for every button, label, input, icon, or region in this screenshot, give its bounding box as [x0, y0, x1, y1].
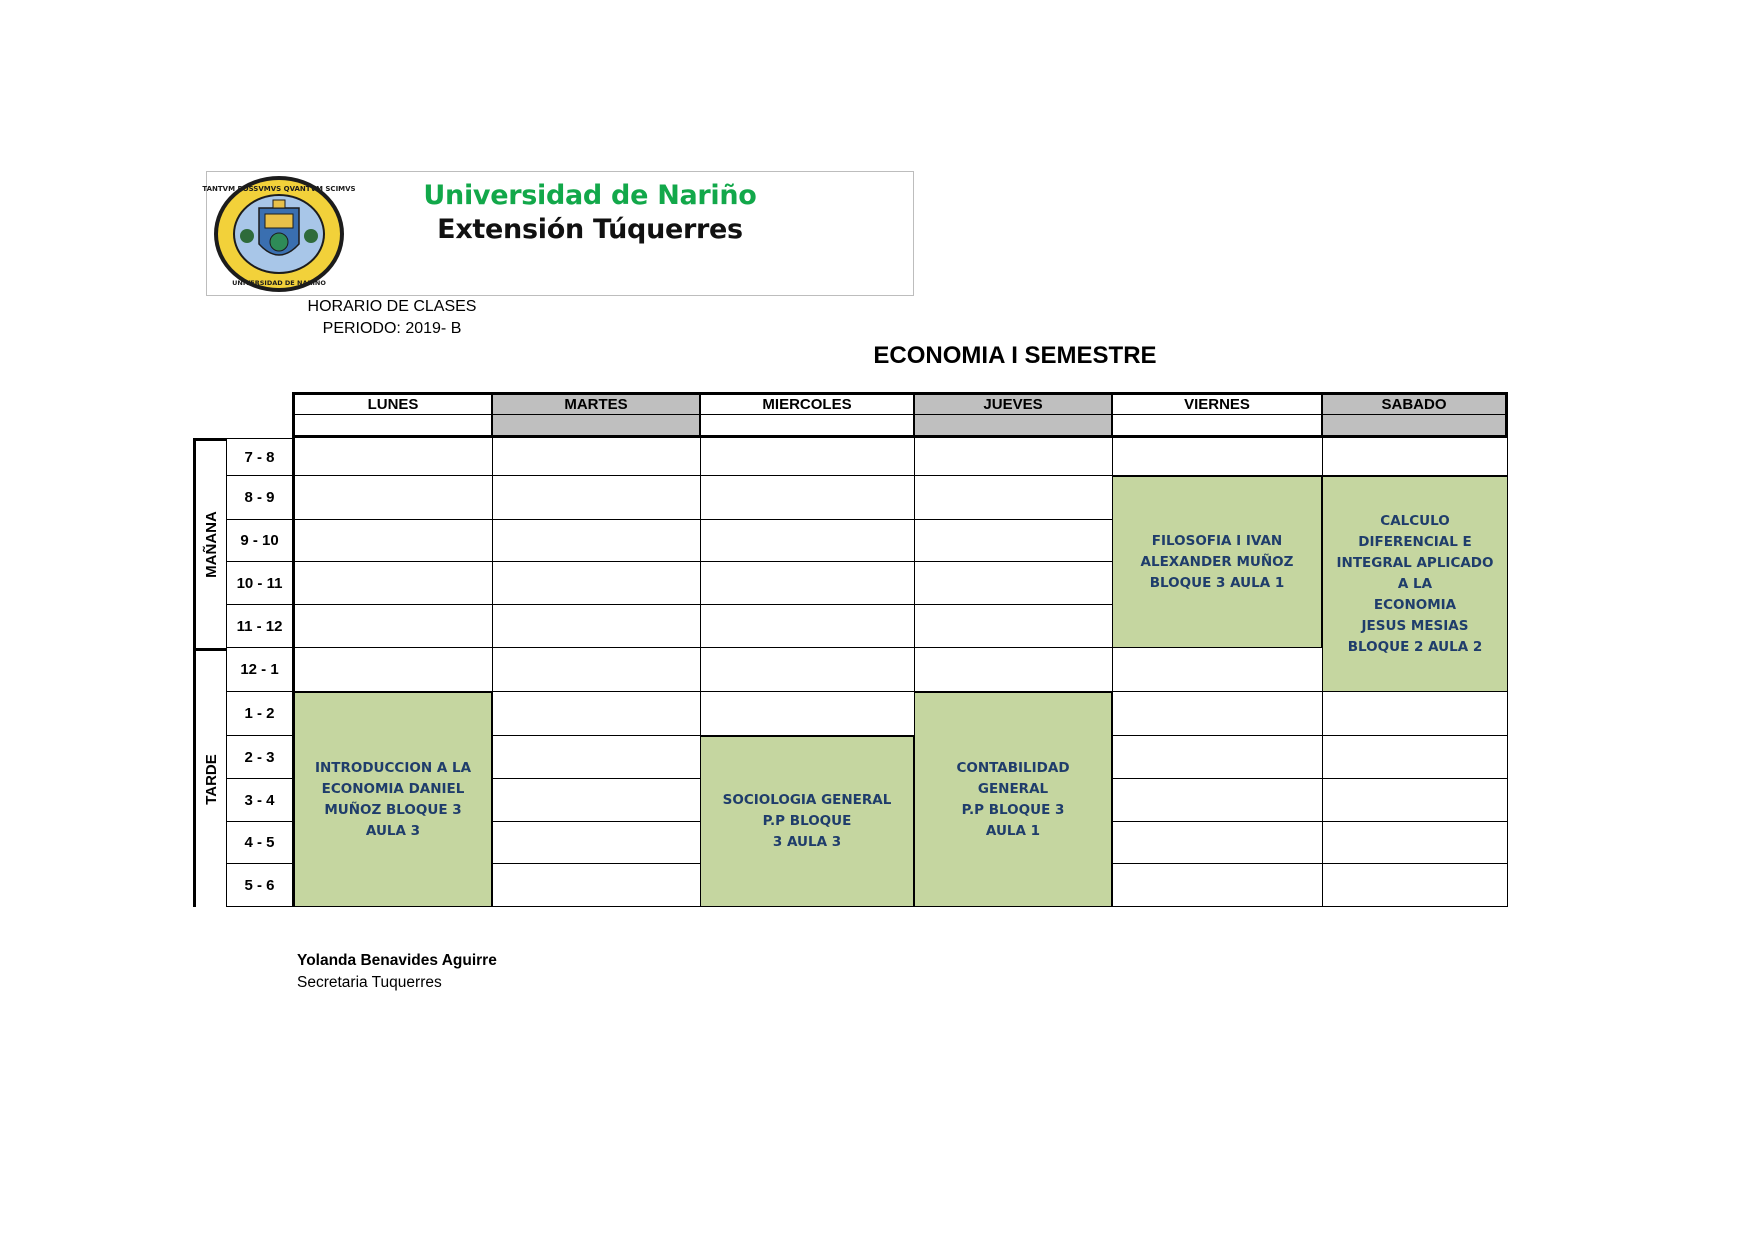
day-subheader — [700, 415, 914, 438]
schedule-cell — [1112, 822, 1322, 864]
signature-role: Secretaria Tuquerres — [297, 974, 442, 991]
schedule-cell — [292, 438, 492, 476]
schedule-label: HORARIO DE CLASES — [307, 298, 477, 315]
schedule-cell — [914, 520, 1112, 562]
day-header: JUEVES — [914, 392, 1112, 415]
time-slot: 9 - 10 — [226, 520, 292, 562]
day-subheader — [1112, 415, 1322, 438]
schedule-cell — [292, 520, 492, 562]
schedule-cell — [492, 648, 700, 692]
schedule-cell — [700, 476, 914, 520]
class-text: CALCULO DIFERENCIAL E INTEGRAL APLICADO A LA ECONOMIA JESUS MESIAS BLOQUE 2 AULA 2 — [1336, 512, 1494, 655]
class-text: CONTABILIDAD GENERAL P.P BLOQUE 3 AULA 1 — [956, 759, 1070, 839]
class-text: FILOSOFIA I IVAN ALEXANDER MUÑOZ BLOQUE 3 AULA 1 — [1140, 532, 1294, 591]
class-block[interactable] — [1112, 476, 1322, 648]
class-block[interactable] — [292, 692, 492, 907]
schedule-cell — [1322, 864, 1508, 907]
period-label: PERIODO: 2019- B — [322, 320, 462, 337]
schedule-cell — [700, 648, 914, 692]
time-slot: 4 - 5 — [226, 822, 292, 864]
time-slot: 11 - 12 — [226, 605, 292, 648]
schedule-cell — [1112, 648, 1322, 692]
section-label-text: MAÑANA — [202, 511, 220, 578]
time-slot: 10 - 11 — [226, 562, 292, 605]
schedule-cell — [914, 562, 1112, 605]
university-name: Universidad de Nariño — [423, 180, 757, 211]
schedule-cell — [700, 438, 914, 476]
section-label-text: TARDE — [202, 753, 220, 805]
day-subheader — [914, 415, 1112, 438]
schedule-cell — [292, 648, 492, 692]
schedule-cell — [492, 692, 700, 736]
svg-text:UNIVERSIDAD DE NARIÑO: UNIVERSIDAD DE NARIÑO — [232, 279, 326, 287]
schedule-cell — [292, 476, 492, 520]
time-slot: 2 - 3 — [226, 736, 292, 779]
schedule-cell — [492, 864, 700, 907]
svg-text:TANTVM POSSVMVS QVANTVM SCIMVS: TANTVM POSSVMVS QVANTVM SCIMVS — [202, 185, 356, 193]
class-block[interactable] — [1322, 476, 1508, 692]
class-block[interactable] — [700, 736, 914, 907]
schedule-cell — [1112, 736, 1322, 779]
schedule-cell — [492, 476, 700, 520]
day-subheader — [292, 415, 492, 438]
day-header: MIERCOLES — [700, 392, 914, 415]
time-slot: 8 - 9 — [226, 476, 292, 520]
schedule-cell — [700, 562, 914, 605]
section-label — [193, 438, 226, 648]
time-slot: 3 - 4 — [226, 779, 292, 822]
schedule-cell — [1112, 864, 1322, 907]
schedule-cell — [1322, 736, 1508, 779]
class-block[interactable] — [914, 692, 1112, 907]
schedule-cell — [492, 520, 700, 562]
signature-name: Yolanda Benavides Aguirre — [297, 952, 497, 969]
class-text: INTRODUCCION A LA ECONOMIA DANIEL MUÑOZ BLOQUE 3 AULA 3 — [314, 759, 472, 839]
day-header: VIERNES — [1112, 392, 1322, 415]
schedule-cell — [1322, 692, 1508, 736]
schedule-cell — [492, 438, 700, 476]
schedule-cell — [492, 822, 700, 864]
schedule-cell — [700, 692, 914, 736]
time-slot: 1 - 2 — [226, 692, 292, 736]
schedule-cell — [492, 779, 700, 822]
day-header: LUNES — [292, 392, 492, 415]
schedule-cell — [1112, 438, 1322, 476]
time-slot: 7 - 8 — [226, 438, 292, 476]
schedule-cell — [914, 476, 1112, 520]
schedule-cell — [914, 438, 1112, 476]
page-title: ECONOMIA I SEMESTRE — [873, 342, 1157, 369]
extension-name: Extensión Túquerres — [437, 214, 743, 245]
schedule-cell — [914, 605, 1112, 648]
schedule-cell — [1112, 779, 1322, 822]
schedule-cell — [492, 562, 700, 605]
schedule-cell — [492, 736, 700, 779]
day-header: SABADO — [1322, 392, 1508, 415]
schedule-cell — [492, 605, 700, 648]
schedule-cell — [292, 562, 492, 605]
class-text: SOCIOLOGIA GENERAL P.P BLOQUE 3 AULA 3 — [722, 792, 892, 850]
day-subheader — [1322, 415, 1508, 438]
schedule-cell — [700, 605, 914, 648]
day-header: MARTES — [492, 392, 700, 415]
schedule-cell — [700, 520, 914, 562]
schedule-cell — [1322, 779, 1508, 822]
section-label — [193, 648, 226, 907]
schedule-cell — [1322, 822, 1508, 864]
day-subheader — [492, 415, 700, 438]
schedule-cell — [1112, 692, 1322, 736]
schedule-cell — [292, 605, 492, 648]
time-slot: 12 - 1 — [226, 648, 292, 692]
time-slot: 5 - 6 — [226, 864, 292, 907]
schedule-cell — [1322, 438, 1508, 476]
schedule-cell — [914, 648, 1112, 692]
